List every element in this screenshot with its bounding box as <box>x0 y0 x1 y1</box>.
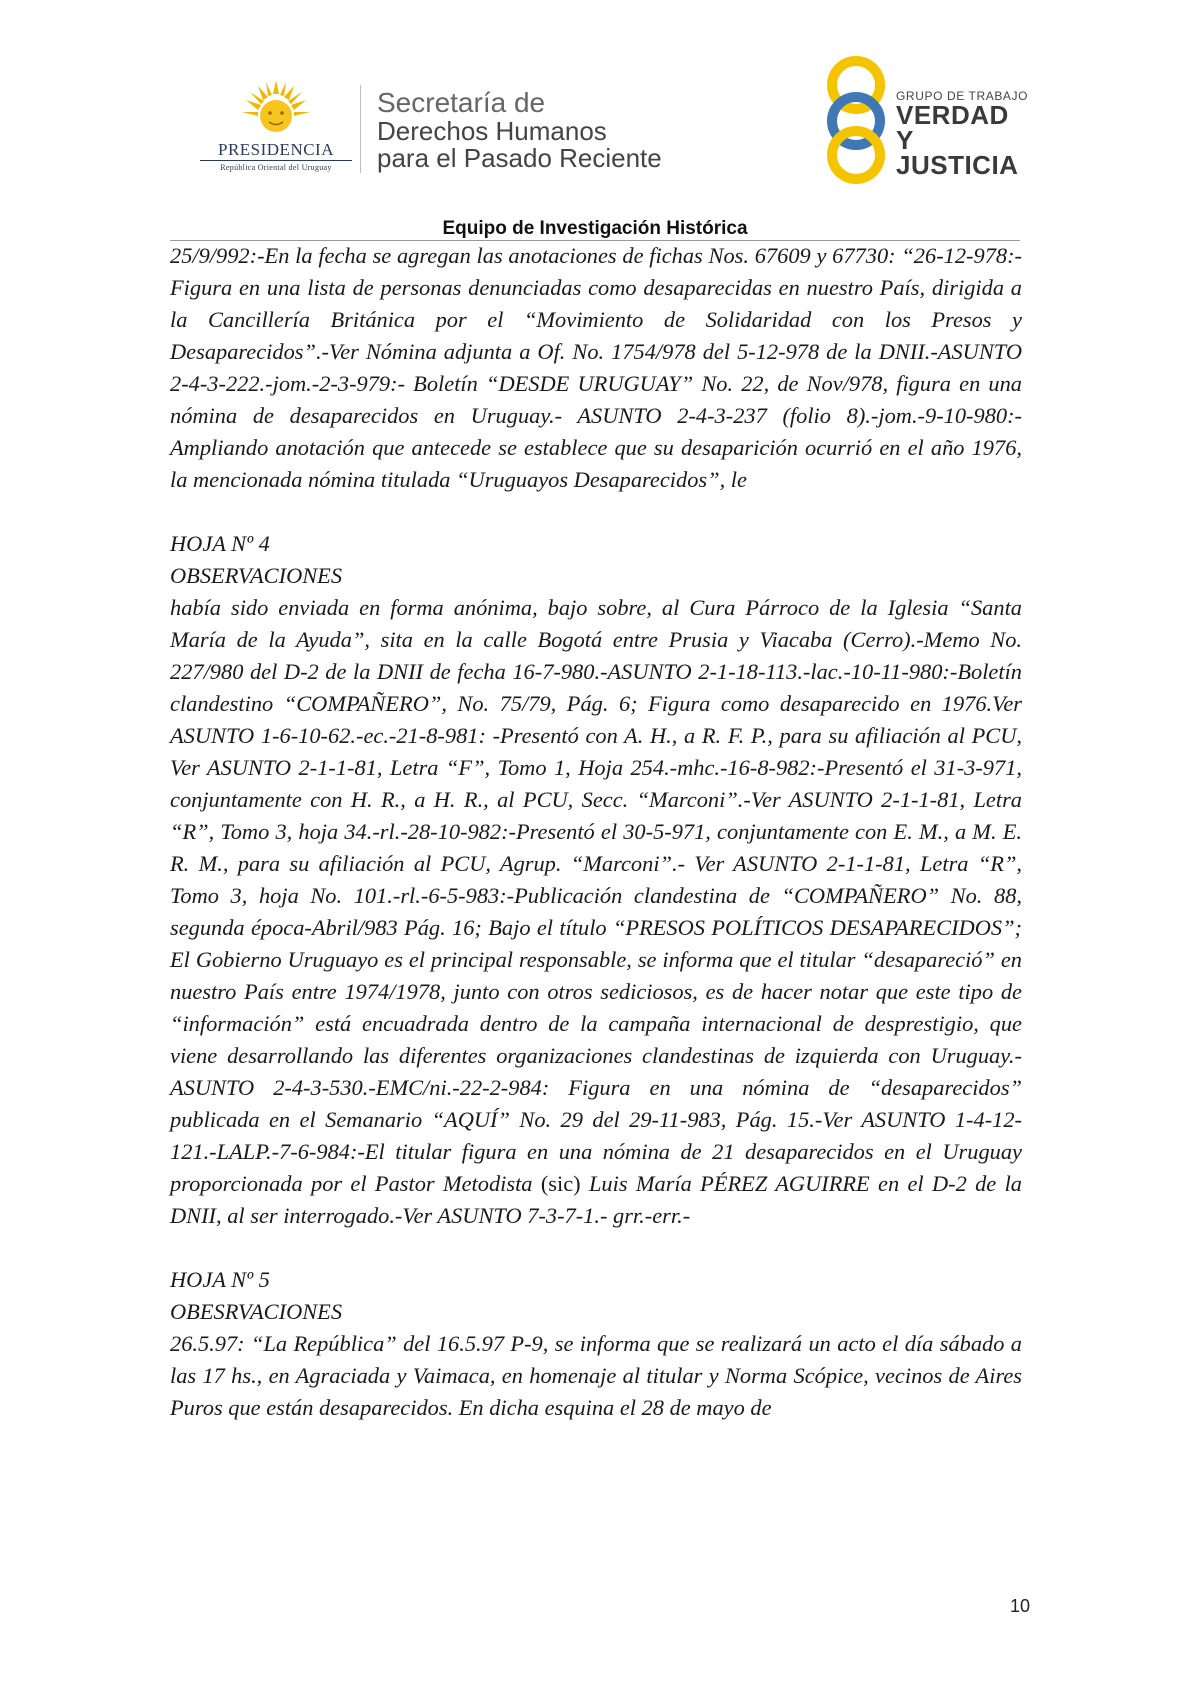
paragraph-3: 26.5.97: “La República” del 16.5.97 P-9, se informa que se realizará un acto el día sábado a las 17 hs., en Agraciada y Vaimaca, en homenaje al titular y Norma Scópice, vecinos de Aires Puros que están desaparecidos. En dicha esquina el 28 de mayo de <box>170 1331 1022 1420</box>
document-body <box>170 240 1022 1424</box>
page-header <box>0 0 1190 215</box>
grupo-trabajo-line-3: JUSTICIA <box>896 150 1019 180</box>
hoja-4-title: HOJA Nº 4 <box>170 531 270 556</box>
grupo-trabajo-line-1: GRUPO DE TRABAJO <box>896 89 1029 103</box>
header-divider <box>360 85 361 173</box>
spacer <box>170 1232 1022 1264</box>
presidencia-wordmark: PRESIDENCIA <box>217 140 334 159</box>
paragraph-2 <box>170 592 1022 1232</box>
presidencia-rule <box>200 160 352 161</box>
page-number: 10 <box>1009 1596 1030 1616</box>
paragraph-2-text-a: había sido enviada en forma anónima, bajo sobre, al Cura Párroco de la Iglesia “Santa María de la Ayuda”, sita en la calle Bogotá entre Prusia y Viacaba (Cerro).-Memo No. 227/980 del D-2 de la DNII de fecha 16-7-980.-ASUNTO 2-1-18-113.-lac.-10-11-980:-Boletín clandestino “COMPAÑERO”, No. 75/79, Pág. 6; Figura como desaparecido en 1976.Ver ASUNTO 1-6-10-62.-ec.-21-8-981: -Presentó con A. H., a R. F. P., para su afiliación al PCU, Ver ASUNTO 2-1-1-81, Letra “F”, Tomo 1, Hoja 254.-mhc.-16-8-982:-Presentó el 31-3-971, conjuntamente con H. R., a H. R., al PCU, Secc. “Marconi”.-Ver ASUNTO 2-1-1-81, Letra “R”, Tomo 3, hoja 34.-rl.-28-10-982:-Presentó el 30-5-971, conjuntamente con E. M., a M. E. R. M., para su afiliación al PCU, Agrup. “Marconi”.- Ver ASUNTO 2-1-1-81, Letra “R”, Tomo 3, hoja No. 101.-rl.-6-5-983:-Publicación clandestina de “COMPAÑERO” No. 88, segunda época-Abril/983 Pág. 16; Bajo el título “PRESOS POLÍTICOS DESAPARECIDOS”; El Gobierno Uruguayo es el principal responsable, se informa que el titular “desapareció” en nuestro País entre 1974/1978, junto con otros sediciosos, es de hacer notar que este tipo de “información” está encuadrada dentro de la campaña internacional de desprestigio, que viene desarrollando las diferentes organizaciones clandestinas de izquierda con Uruguay.-ASUNTO 2-4-3-530.-EMC/ni.-22-2-984: Figura en una nómina de “desaparecidos” publicada en el Semanario “AQUÍ” No. 29 del 29-11-983, Pág. 15.-Ver ASUNTO 1-4-12-121.-LALP.-7-6-984:-El titular figura en una nómina de 21 desaparecidos en el Uruguay proporcionada por el Pastor Metodista <box>170 595 1022 1196</box>
paragraph-2-text-b: Luis María PÉREZ AGUIRRE en el D-2 de la DNII, al ser interrogado.-Ver ASUNTO 7-3-7-1.- grr.-err.- <box>170 1171 1022 1228</box>
team-title: Equipo de Investigación Histórica <box>442 218 748 239</box>
secretaria-line-2: Derechos Humanos <box>377 116 607 146</box>
paragraph-1: 25/9/992:-En la fecha se agregan las anotaciones de fichas Nos. 67609 y 67730: “26-12-978:- Figura en una lista de personas denunciadas como desaparecidas en nuestro País, dirigida a la Cancillería Británica por el “Movimiento de Solidaridad con los Presos y Desaparecidos”.-Ver Nómina adjunta a Of. No. 1754/978 del 5-12-978 de la DNII.-ASUNTO 2-4-3-222.-jom.-2-3-979:- Boletín “DESDE URUGUAY” No. 22, de Nov/978, figura en una nómina de desaparecidos en Uruguay.- ASUNTO 2-4-3-237 (folio 8).-jom.-9-10-980:-Ampliando anotación que antecede se establece que su desaparición ocurrió en el año 1976, la mencionada nómina titulada “Uruguayos Desaparecidos”, le <box>170 243 1022 492</box>
sic-note: (sic) <box>540 1171 581 1196</box>
grupo-trabajo-logo <box>820 55 1030 185</box>
secretaria-line-3: para el Pasado Reciente <box>377 143 662 173</box>
secretaria-logo-text <box>377 88 662 172</box>
interlocking-rings-icon <box>820 55 896 185</box>
hoja-5-subtitle: OBESRVACIONES <box>170 1299 343 1324</box>
hoja-5-title: HOJA Nº 5 <box>170 1267 270 1292</box>
spacer <box>170 496 1022 528</box>
hoja-4-subtitle: OBSERVACIONES <box>170 563 343 588</box>
presidencia-subtitle: República Oriental del Uruguay <box>220 163 332 172</box>
sun-emblem-icon <box>240 78 312 140</box>
grupo-trabajo-line-2: VERDAD Y <box>896 100 1009 155</box>
secretaria-line-1: Secretaría de <box>377 87 546 118</box>
presidencia-logo <box>196 78 356 178</box>
grupo-trabajo-text <box>896 89 1030 178</box>
